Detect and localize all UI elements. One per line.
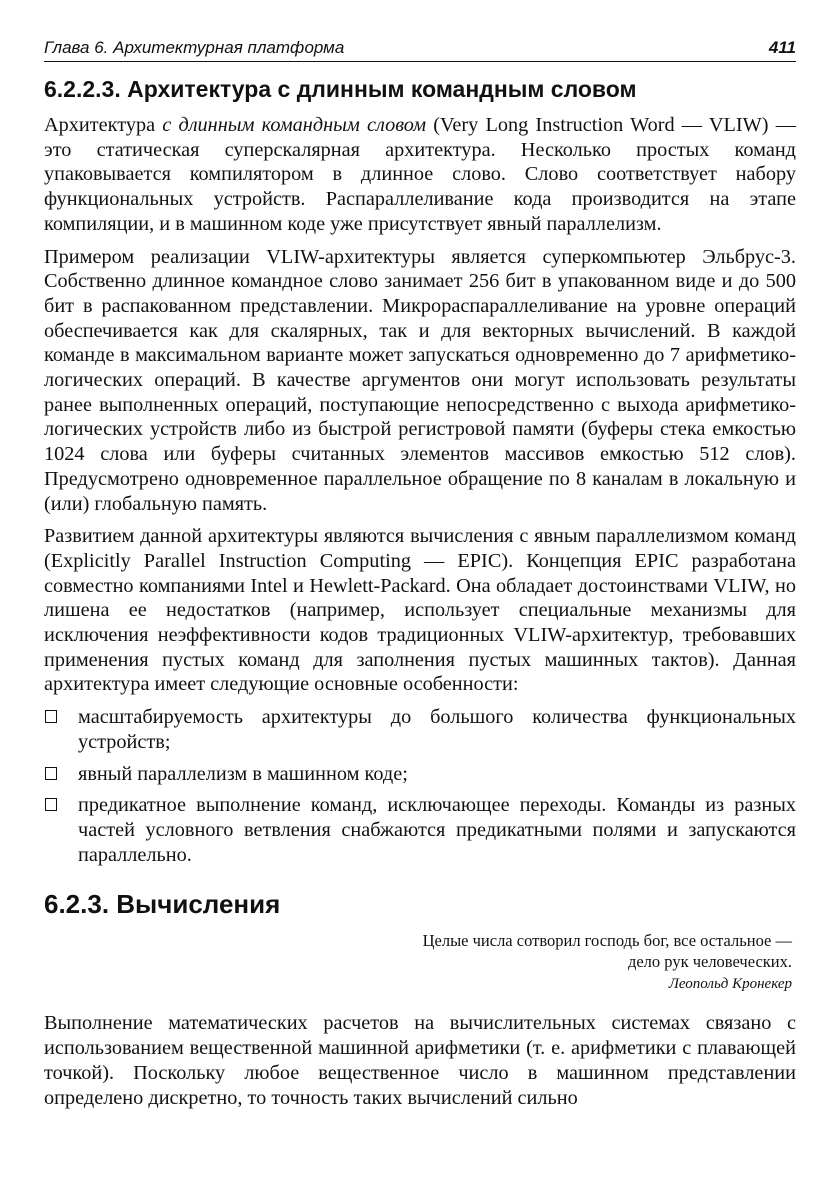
- paragraph-elbrus: Примером реализации VLIW-архитектуры является суперкомпьютер Эльбрус-3. Собственно длинное командное слово занимает 256 бит в упакованном виде и до 500 бит в распакованном представлении. Микрораспараллеливание на уровне операций обеспечивается как для скалярных, так и для векторных вычислений. В каждой команде в максимальном варианте может запускаться одновременно до 7 арифметико-логических операций. В качестве аргументов они могут использовать результаты ранее выполненных операций, поступающие непосредственно с выхода арифметико-логических устройств либо из быстрой регистровой памяти (буферы стека емкостью 1024 слова или буферы считанных элементов массивов емкостью 512 слов). Предусмотрено одновременное параллельное обращение по 8 каналам в локальную и (или) глобальную память.: [44, 245, 796, 515]
- paragraph-vliw-definition: [44, 113, 796, 237]
- list-item-text: явный параллелизм в машинном коде;: [78, 762, 408, 785]
- subsection-heading: 6.2.2.3. Архитектура с длинным командным словом: [44, 76, 637, 102]
- epigraph-line: дело рук человеческих.: [627, 952, 792, 972]
- paragraph-epic: Развитием данной архитектуры являются вычисления с явным параллелизмом команд (Explicitly Parallel Instruction Computing — EPIC). Концепция EPIC разработана совместно компаниями Intel и Hewlett-Packard. Она обладает достоинствами VLIW, но лишена ее недостатков (например, использует специальные механизмы для исключения неэффективности кодов традиционных VLIW-архитектур, требовавших применения пустых команд для заполнения пустых машинных тактов). Данная архитектура имеет следующие основные особенности:: [44, 525, 796, 696]
- checkbox-bullet-icon: [45, 710, 57, 723]
- paragraph-computations: Выполнение математических расчетов на вычислительных системах связано с использованием вещественной машинной арифметики (т. е. арифметики с плавающей точкой). Поскольку любое вещественное число в машинном представлении определено дискретно, то точность таких вычислений сильно: [44, 1012, 796, 1109]
- page-number: 411: [768, 38, 796, 57]
- list-item-text: предикатное выполнение команд, исключающее переходы. Команды из разных частей условного ветвления снабжаются предикатными полями и запускаются параллельно.: [78, 794, 796, 866]
- chapter-title: Глава 6. Архитектурная платформа: [44, 38, 345, 57]
- paragraph-text: Архитектура: [44, 114, 163, 136]
- list-item: [44, 762, 796, 787]
- checkbox-bullet-icon: [45, 798, 57, 811]
- book-page: [44, 38, 796, 1118]
- running-header: [44, 38, 796, 62]
- paragraph-text: (Very Long Instruction Word — VLIW) — это статическая суперскалярная архитектура. Несколько простых команд упаковывается компилятором в длинное слово. Слово соответствует набору функциональных устройств. Распараллеливание кода производится на этапе компиляции, и в машинном коде уже присутствует явный параллелизм.: [44, 114, 796, 235]
- epigraph: [44, 930, 792, 995]
- section-heading: 6.2.3. Вычисления: [44, 889, 281, 920]
- feature-list: [44, 705, 796, 867]
- list-item-text: масштабируемость архитектуры до большого количества функциональных устройств;: [78, 706, 796, 753]
- checkbox-bullet-icon: [45, 767, 57, 780]
- list-item: [44, 793, 796, 867]
- list-item: [44, 705, 796, 754]
- emphasized-term: с длинным командным словом: [162, 114, 427, 136]
- epigraph-line: Целые числа сотворил господь бог, все остальное —: [422, 931, 792, 951]
- epigraph-author: Леопольд Кронекер: [668, 976, 792, 993]
